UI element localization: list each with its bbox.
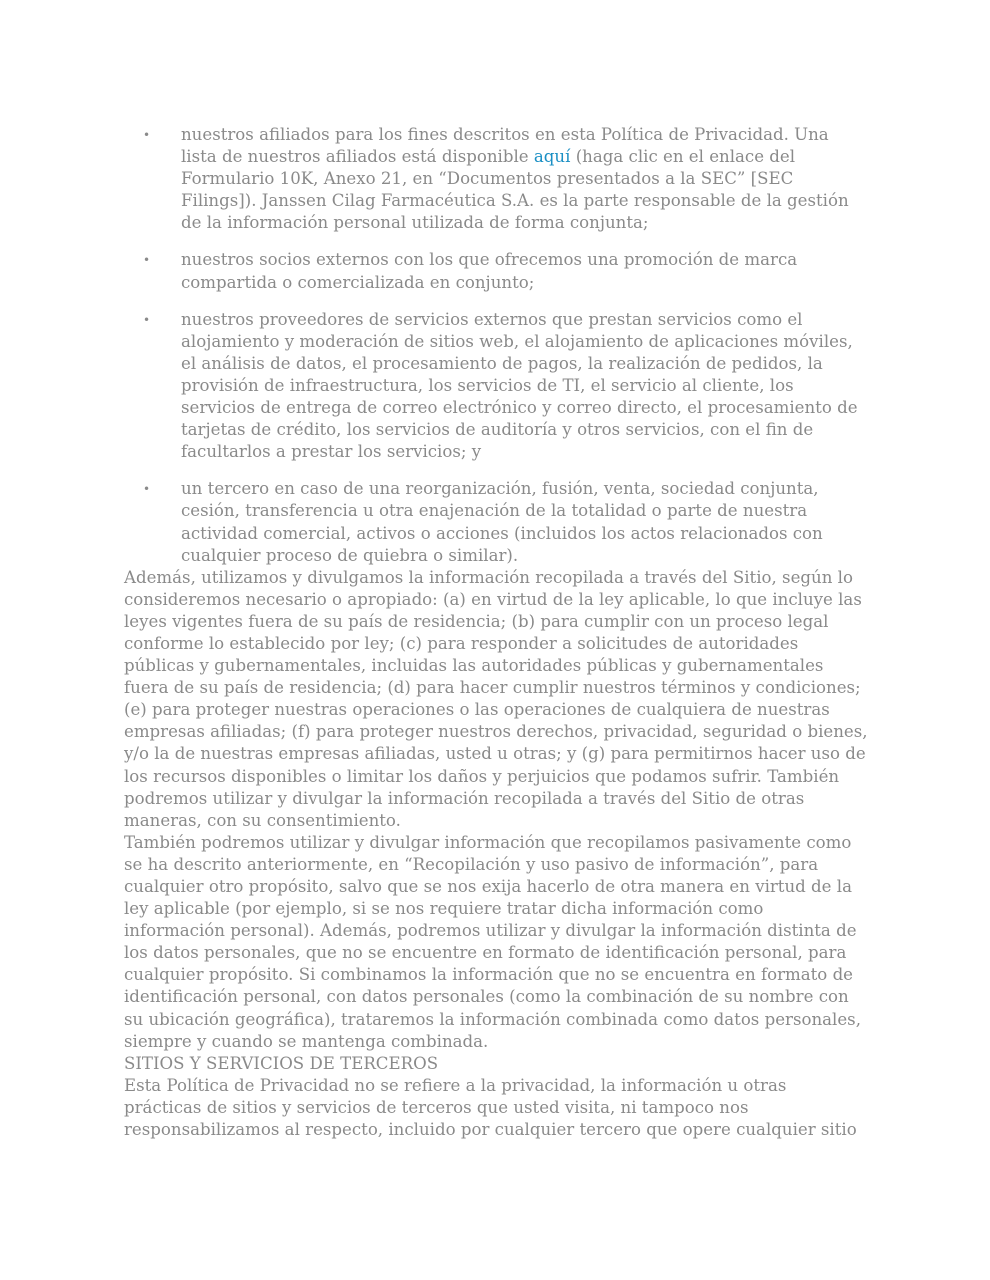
list-item-text: nuestros proveedores de servicios externos que prestan servicios como el alojamiento y moderación de sitios web, el alojamiento de aplicaciones móviles, el análisis de datos, el procesamiento de pagos, la realización de pedidos, la provisión de infraestructura, los servicios de TI, el servicio al cliente, los servicios de entrega de correo electrónico y correo directo, el procesamiento de tarjetas de crédito, los servicios de auditoría y otros servicios, con el fin de facultarlos a prestar los servicios; y [181, 309, 858, 462]
list-item-text: nuestros socios externos con los que ofrecemos una promoción de marca compartida o comercializada en conjunto; [181, 250, 798, 292]
list-item-text: nuestros afiliados para los fines descritos en esta Política de Privacidad. Una lista de nuestros afiliados está disponible [181, 125, 829, 167]
bullet-marker: • [143, 312, 151, 327]
body-paragraph: Además, utilizamos y divulgamos la información recopilada a través del Sitio, según lo consideremos necesario o apropiado: (a) en virtud de la ley aplicable, lo que incluye las leyes vigentes fuera de su país de residencia; (b) para cumplir con un proceso legal conforme lo establecido por ley; (c) para responder a solicitudes de autoridades públicas y gubernamentales, incluidas las autoridades públicas y gubernamentales fuera de su país de residencia; (d) para hacer cumplir nuestros términos y condiciones; (e) para proteger nuestras operaciones o las operaciones de cualquiera de nuestras empresas afiliadas; (f) para proteger nuestros derechos, privacidad, seguridad o bienes, y/o la de nuestras empresas afiliadas, usted u otras; y (g) para permitirnos hacer uso de los recursos disponibles o limitar los daños y perjuicios que podamos sufrir. También podremos utilizar y divulgar la información recopilada a través del Sitio de otras maneras, con su consentimiento. [124, 567, 868, 830]
affiliates-link[interactable]: aquí [533, 147, 571, 167]
list-item-text: (haga clic en el enlace del Formulario 10K, Anexo 21, en “Documentos presentados a la SEC” [SEC Filings]). Janssen Cilag Farmacéutica S.A. es la parte responsable de la gestión de la información personal utilizada de forma conjunta; [181, 147, 849, 233]
document-page [124, 124, 869, 1141]
list-item [124, 478, 869, 566]
bullet-marker: • [143, 128, 151, 142]
list-item-text: un tercero en caso de una reorganización, fusión, venta, sociedad conjunta, cesión, transferencia u otra enajenación de la totalidad o parte de nuestra actividad comercial, activos o acciones (incluidos los actos relacionados con cualquier proceso de quiebra o similar). [181, 479, 823, 565]
body-paragraph: Esta Política de Privacidad no se refiere a la privacidad, la información u otras prácticas de sitios y servicios de terceros que usted visita, ni tampoco nos responsabilizamos al respecto, incluido por cualquier tercero que opere cualquier sitio [124, 1075, 857, 1140]
list-item [124, 309, 869, 464]
list-item [124, 124, 869, 234]
section-heading: SITIOS Y SERVICIOS DE TERCEROS [124, 1053, 439, 1073]
bullet-marker: • [143, 482, 151, 497]
bullet-marker: • [143, 253, 151, 268]
list-item [124, 249, 869, 293]
body-paragraph: También podremos utilizar y divulgar información que recopilamos pasivamente como se ha descrito anteriormente, en “Recopilación y uso pasivo de información”, para cualquier otro propósito, salvo que se nos exija hacerlo de otra manera en virtud de la ley aplicable (por ejemplo, si se nos requiere tratar dicha información como información personal). Además, podremos utilizar y divulgar la información distinta de los datos personales, que no se encuentre en formato de identificación personal, para cualquier propósito. Si combinamos la información que no se encuentra en formato de identificación personal, con datos personales (como la combinación de su nombre con su ubicación geográfica), trataremos la información combinada como datos personales, siempre y cuando se mantenga combinada. [124, 832, 861, 1051]
disclosure-recipient-list [124, 124, 869, 567]
